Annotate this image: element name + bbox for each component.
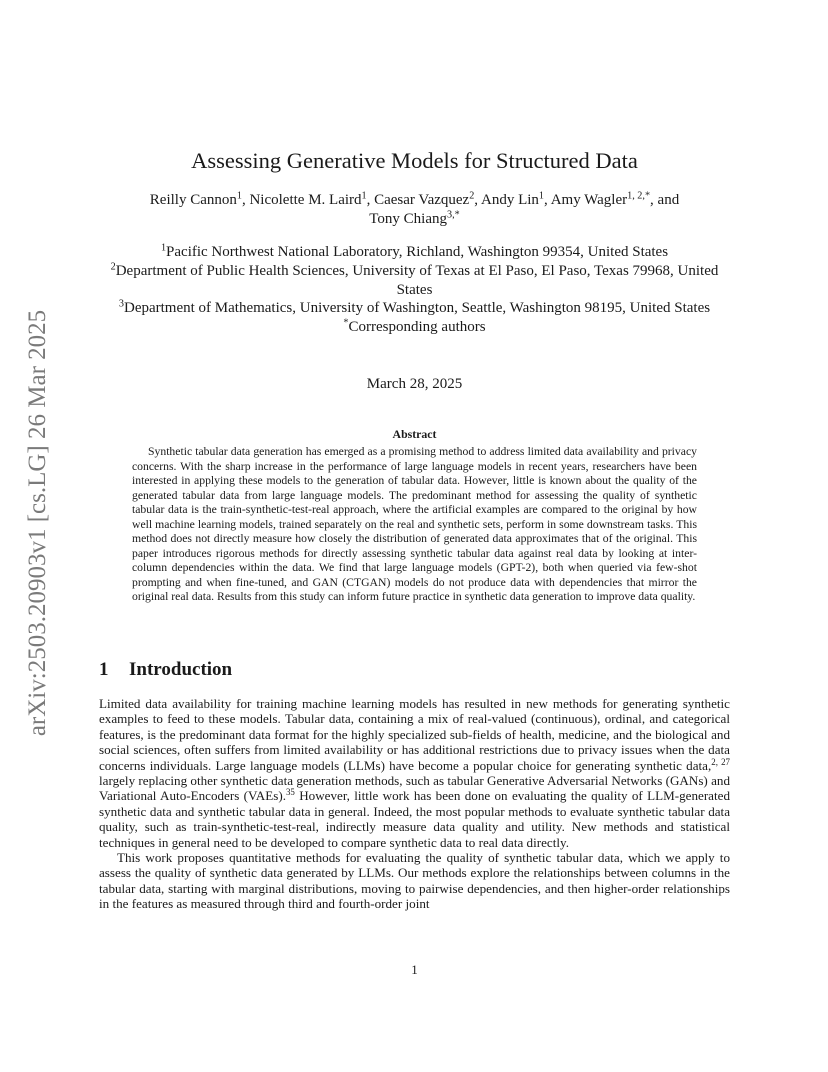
author-name: Caesar Vazquez: [374, 192, 470, 208]
affiliation-item: $^3$Department of Mathematics, University of Washington, Seattle, Washington 98195, United States: [118, 298, 711, 317]
page-number: 1: [411, 962, 418, 977]
author-name: Tony Chiang: [369, 211, 447, 227]
author-affiliation-mark: 1: [538, 190, 544, 202]
section-body: [99, 696, 730, 912]
author-affiliation-mark: 1: [361, 190, 367, 202]
affiliation-list: [99, 243, 730, 337]
abstract-text: Synthetic tabular data generation has emerged as a promising method to address limited data availability and privacy concerns. With the sharp increase in the performance of large language models in recent years, researchers have been interested in applying these models to the generation of tabular data. However, little is known about the quality of the generated tabular data from large language models. The predominant method for assessing the quality of synthetic tabular data is the train-synthetic-test-real approach, where the artificial examples are compared to the original by how well machine learning models, trained separately on the real and synthetic sets, perform in some downstream tasks. This method does not directly measure how closely the distribution of generated data approximates that of the original. This paper introduces rigorous methods for directly assessing synthetic tabular data against real data by looking at inter-column dependencies within the data. We find that large language models (GPT-2), both when queried via few-shot prompting and when fine-tuned, and GAN (CTGAN) models do not produce data with dependencies that mirror the original real data. Results from this study can inform future practice in synthetic data generation to improve data quality.: [132, 445, 697, 604]
arxiv-identifier: arXiv:2503.20903v1 [cs.LG] 26 Mar 2025: [24, 309, 52, 737]
paragraph: This work proposes quantitative methods for evaluating the quality of synthetic tabular data, which we apply to assess the quality of synthetic data generated by LLMs. Our methods explore the relationships between columns in the tabular data, starting with marginal distributions, moving to pairwise dependencies, and then higher-order relationships in the features as measured through third and fourth-order joint: [99, 850, 730, 912]
section-heading: [99, 659, 730, 681]
author-name: Andy Lin: [480, 192, 539, 208]
affiliation-item: $^1$Pacific Northwest National Laboratory, Richland, Washington 99354, United States: [160, 242, 669, 260]
affiliation-item: $^2$Department of Public Health Sciences, University of Texas at El Paso, El Paso, Texas 79968, United States: [110, 261, 719, 298]
author-affiliation-mark: 3,*: [446, 209, 460, 221]
arxiv-sidebar: [20, 283, 56, 763]
affiliation-item: *Corresponding authors: [343, 317, 486, 336]
author-affiliation-mark: 2: [469, 190, 475, 202]
section-number: 1: [99, 659, 109, 680]
author-line-1: Reilly Cannon$^1$, Nicolette M. Laird$^1$, Caesar Vazquez$^2$, Andy Lin$^1$, Amy Wagler$^{1, 2,*}$, and: [149, 190, 680, 208]
author-name: Amy Wagler: [550, 192, 628, 208]
abstract-heading: Abstract: [392, 427, 437, 441]
paragraph: Limited data availability for training machine learning models has resulted in new methods for generating synthetic examples to feed to these models. Tabular data, containing a mix of real-valued (continuous), ordinal, and categorical features, is the predominant data format for the highly specialized sub-fields of health, medicine, and the biological and social sciences, often suffers from limited availability or has additional restrictions due to privacy issues when the data concerns individuals. Large language models (LLMs) have become a popular choice for generating synthetic data,$^{2, 27}$ largely replacing other synthetic data generation methods, such as tabular Generative Adversarial Networks (GANs) and Variational Auto-Encoders (VAEs).$^{35}$ However, little work has been done on evaluating the quality of LLM-generated synthetic data and synthetic tabular data in general. Indeed, the most popular methods to evaluate synthetic tabular data quality, such as train-synthetic-test-real, indirectly measure data quality and utility. New methods and statistical techniques in general need to be developed to compare synthetic data to real data directly.: [99, 696, 730, 850]
publication-date: March 28, 2025: [366, 376, 463, 392]
author-affiliation-mark: 1, 2,*: [627, 190, 651, 202]
citation-ref[interactable]: 2, 27: [711, 756, 730, 767]
author-list: [99, 191, 730, 229]
author-affiliation-mark: 1: [236, 190, 242, 202]
paper-title: Assessing Generative Models for Structured Data: [191, 148, 638, 173]
citation-ref[interactable]: 35: [285, 787, 295, 798]
author-name: Reilly Cannon: [149, 192, 237, 208]
author-name: Nicolette M. Laird: [249, 192, 362, 208]
author-line-2: [369, 211, 459, 227]
section-title: Introduction: [129, 659, 233, 680]
